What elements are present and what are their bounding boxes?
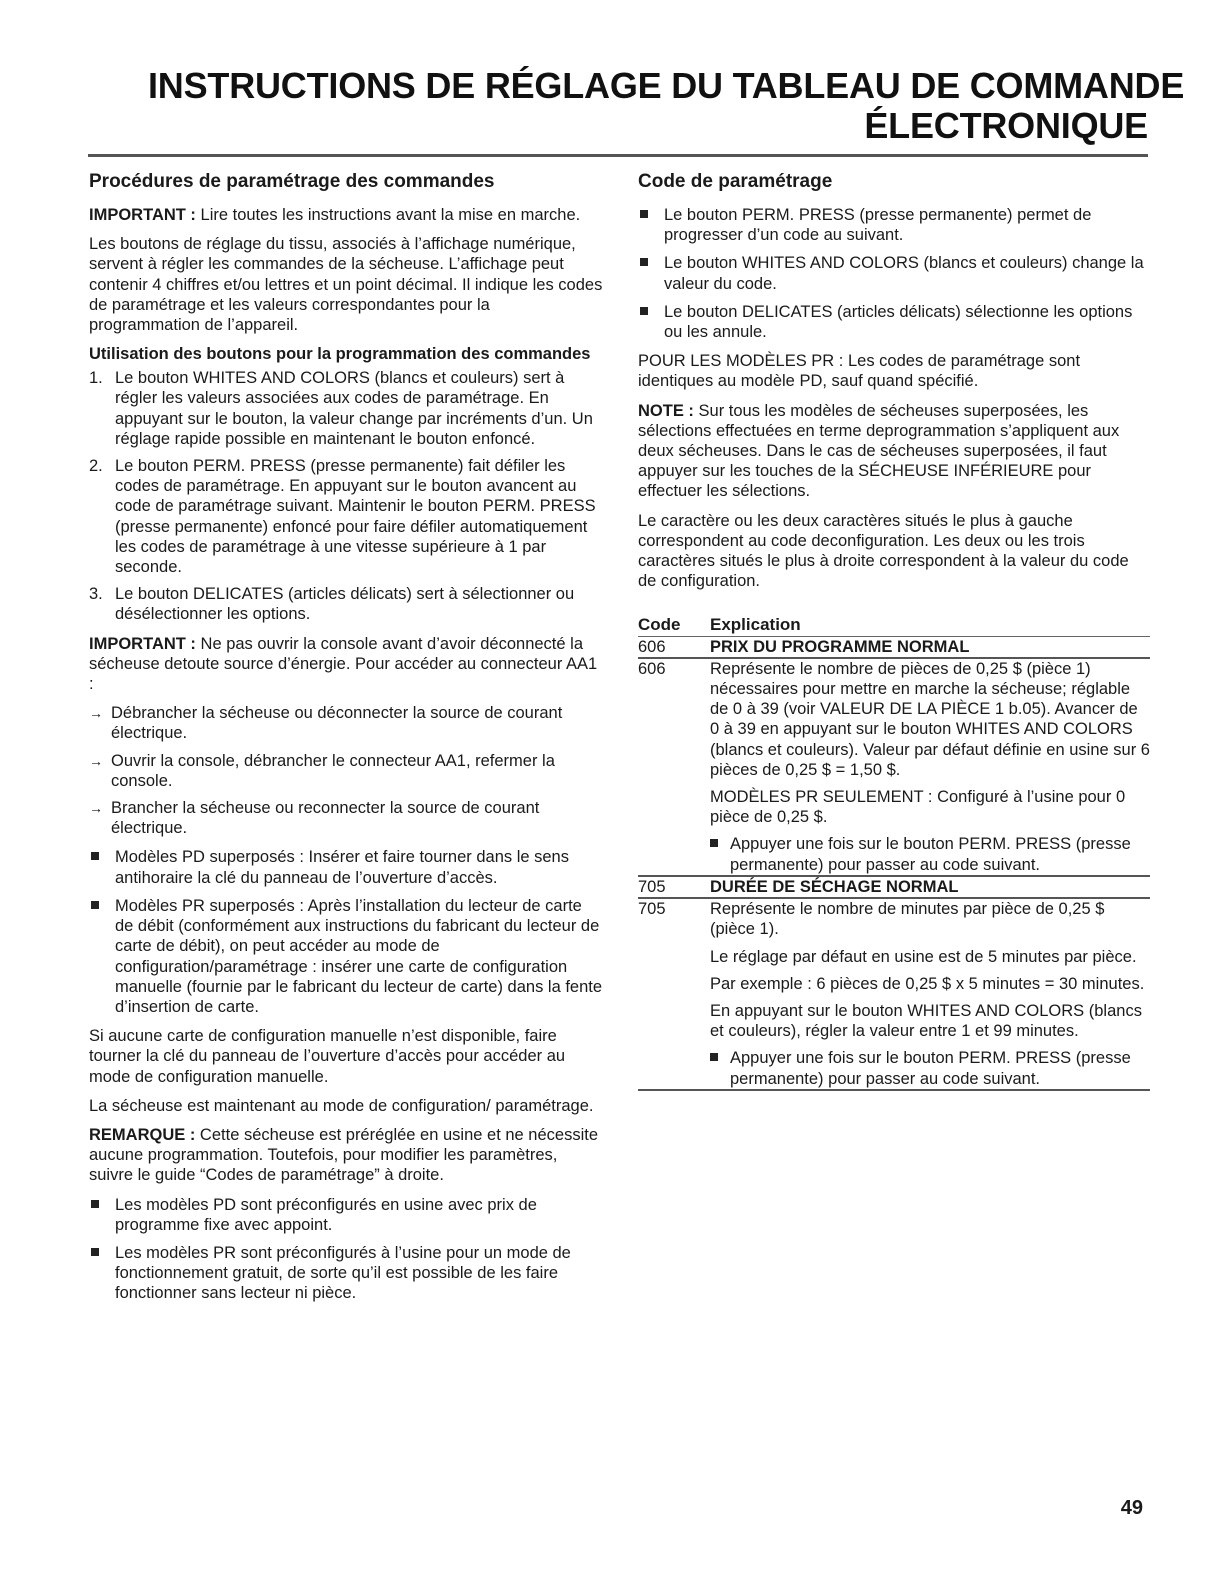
pr-models-paragraph: POUR LES MODÈLES PR : Les codes de paramétrage sont identiques au modèle PD, sauf quand spécifié. bbox=[638, 352, 1081, 391]
note-paragraph bbox=[638, 401, 1150, 502]
bullet-item bbox=[710, 1048, 1150, 1088]
item-text: Le bouton WHITES AND COLORS (blancs et couleurs) sert à régler les valeurs associées aux codes de paramétrage. En appuyant sur le bouton, la valeur change par incréments d’un. Un réglage rapide possible en maintenant le bouton enfoncé. bbox=[115, 369, 593, 448]
remark-label: REMARQUE : bbox=[89, 1125, 196, 1144]
important-note-1 bbox=[89, 205, 604, 225]
square-bullet-icon bbox=[91, 901, 99, 909]
bullet-item bbox=[638, 302, 1150, 342]
item-number: 2. bbox=[89, 457, 103, 476]
bullet-list-buttons bbox=[638, 205, 1150, 342]
important-text: Lire toutes les instructions avant la mise en marche. bbox=[195, 206, 581, 224]
important-text: Ne pas ouvrir la console avant d’avoir déconnecté la sécheuse detoute source d’énergie. Pour accéder au connecteur AA1 : bbox=[89, 634, 598, 694]
numbered-item bbox=[89, 456, 604, 577]
arrow-item-text: Ouvrir la console, débrancher le connecteur AA1, refermer la console. bbox=[111, 751, 555, 790]
item-text: Le bouton PERM. PRESS (presse permanente) fait défiler les codes de paramétrage. En appuyant sur le bouton avancent au code de paramétrage suivant. Maintenir le bouton PERM. PRESS (presse permanente) enfoncé pour faire défiler automatiquement les codes de paramétrage à une vitesse supérieure à 1 par seconde. bbox=[115, 457, 596, 577]
table-row-section-title bbox=[638, 876, 1150, 898]
bullet-item bbox=[638, 205, 1150, 245]
arrow-item bbox=[89, 703, 604, 743]
column-header-code: Code bbox=[638, 615, 710, 636]
page-title-line-1: INSTRUCTIONS DE RÉGLAGE DU TABLEAU DE COMMANDE bbox=[148, 65, 1185, 106]
arrow-right-icon: → bbox=[89, 752, 103, 769]
table-row-section-title bbox=[638, 636, 1150, 658]
numbered-item bbox=[89, 368, 604, 449]
manual-config-paragraph: Si aucune carte de configuration manuelle n’est disponible, faire tourner la clé du panneau de l’ouverture d’accès pour accéder au mode de configuration manuelle. bbox=[89, 1027, 566, 1086]
explanation-cell bbox=[710, 658, 1150, 876]
column-header-explanation: Explication bbox=[710, 615, 1150, 636]
explanation-paragraph: En appuyant sur le bouton WHITES AND COLORS (blancs et couleurs), régler la valeur entre 1 et 99 minutes. bbox=[710, 1001, 1142, 1041]
bullet-text: Le bouton WHITES AND COLORS (blancs et couleurs) change la valeur du code. bbox=[664, 254, 1144, 293]
section-title-cell: PRIX DU PROGRAMME NORMAL bbox=[710, 636, 1150, 658]
table-header-row bbox=[638, 615, 1150, 636]
page-number: 49 bbox=[1120, 1497, 1143, 1519]
square-bullet-icon bbox=[91, 1200, 99, 1208]
explanation-paragraph: Représente le nombre de pièces de 0,25 $ (pièce 1) nécessaires pour mettre en marche la sécheuse; réglable de 0 à 39 (voir VALEUR DE LA PIÈCE 1 b.05). Avancer de 0 à 39 en appuyant sur le bouton WHITES AND COLORS (blancs et couleurs). Valeur par défaut définie en usine sur 6 pièces de 0,25 $ = 1,50 $. bbox=[710, 659, 1150, 779]
bullet-text: Modèles PR superposés : Après l’installation du lecteur de carte de débit (conformément aux instructions du fabricant du lecteur de carte de débit), on peut accéder au mode de configuration/paramétrage : insérer une carte de configuration manuelle (fournie par le fabricant du lecteur de carte) dans la fente d’insertion de carte. bbox=[115, 896, 603, 1016]
important-note-2 bbox=[89, 634, 604, 695]
arrow-item bbox=[89, 751, 604, 791]
note-label: NOTE : bbox=[638, 401, 694, 420]
square-bullet-icon bbox=[640, 258, 648, 266]
explanation-paragraph: MODÈLES PR SEULEMENT : Configuré à l’usine pour 0 pièce de 0,25 $. bbox=[710, 788, 1126, 827]
explanation-cell bbox=[710, 898, 1150, 1090]
item-number: 3. bbox=[89, 585, 103, 604]
important-label: IMPORTANT : bbox=[89, 634, 196, 653]
arrow-right-icon: → bbox=[89, 800, 103, 817]
bullet-text: Les modèles PD sont préconfigurés en usine avec prix de programme fixe avec appoint. bbox=[115, 1195, 537, 1234]
explanation-paragraph: Par exemple : 6 pièces de 0,25 $ x 5 minutes = 30 minutes. bbox=[710, 974, 1145, 993]
table-row-section-body bbox=[638, 658, 1150, 876]
left-column bbox=[89, 170, 604, 1313]
bullet-text: Appuyer une fois sur le bouton PERM. PRESS (presse permanente) pour passer au code suivant. bbox=[730, 1049, 1131, 1088]
section-heading-code: Code de paramétrage bbox=[638, 171, 833, 192]
remark-note bbox=[89, 1125, 604, 1186]
bullet-text: Les modèles PR sont préconfigurés à l’usine pour un mode de fonctionnement gratuit, de sorte qu’il est possible de les faire fonctionner sans lecteur ni pièce. bbox=[115, 1243, 571, 1303]
bullet-item bbox=[89, 1243, 604, 1304]
section-title-cell: DURÉE DE SÉCHAGE NORMAL bbox=[710, 876, 1150, 898]
numbered-item bbox=[89, 584, 604, 624]
explanation-bullets bbox=[710, 834, 1150, 874]
bullet-text: Appuyer une fois sur le bouton PERM. PRESS (presse permanente) pour passer au code suivant. bbox=[730, 835, 1131, 874]
square-bullet-icon bbox=[640, 307, 648, 315]
characters-paragraph: Le caractère ou les deux caractères situés le plus à gauche correspondent au code deconfiguration. Les deux ou les trois caractères situés le plus à droite correspondent à la valeur du code de configuration. bbox=[638, 511, 1129, 591]
bullet-text: Modèles PD superposés : Insérer et faire tourner dans le sens antihoraire la clé du panneau de l’ouverture d’accès. bbox=[115, 848, 569, 887]
config-mode-paragraph: La sécheuse est maintenant au mode de configuration/ paramétrage. bbox=[89, 1096, 594, 1115]
bullet-item bbox=[638, 253, 1150, 293]
bullet-list-preconfig bbox=[89, 1195, 604, 1304]
arrow-item-text: Débrancher la sécheuse ou déconnecter la source de courant électrique. bbox=[111, 704, 563, 743]
square-bullet-icon bbox=[91, 1248, 99, 1256]
arrow-right-icon: → bbox=[89, 705, 103, 722]
remark-text: Cette sécheuse est préréglée en usine et ne nécessite aucune programmation. Toutefois, pour modifier les paramètres, suivre le guide “Codes de paramétrage” à droite. bbox=[89, 1125, 599, 1185]
right-column bbox=[638, 170, 1150, 1091]
important-label: IMPORTANT : bbox=[89, 206, 196, 224]
item-text: Le bouton DELICATES (articles délicats) sert à sélectionner ou désélectionner les options. bbox=[115, 585, 575, 624]
item-number: 1. bbox=[89, 369, 103, 388]
page-title-line-2: ÉLECTRONIQUE bbox=[864, 105, 1148, 146]
bullet-text: Le bouton DELICATES (articles délicats) sélectionne les options ou les annule. bbox=[664, 302, 1133, 342]
arrow-item-text: Brancher la sécheuse ou reconnecter la source de courant électrique. bbox=[111, 799, 540, 838]
bullet-list-models bbox=[89, 847, 604, 1017]
explanation-paragraph: Représente le nombre de minutes par pièce de 0,25 $ (pièce 1). bbox=[710, 900, 1105, 939]
code-cell: 705 bbox=[638, 876, 710, 898]
bullet-item bbox=[89, 1195, 604, 1235]
square-bullet-icon bbox=[710, 839, 718, 847]
explanation-paragraph: Le réglage par défaut en usine est de 5 minutes par pièce. bbox=[710, 947, 1137, 966]
intro-paragraph: Les boutons de réglage du tissu, associés à l’affichage numérique, servent à régler les commandes de la sécheuse. L’affichage peut contenir 4 chiffres et/ou lettres et un point décimal. Il indique les codes de paramétrage et les valeurs correspondantes pour la programmation de l’appareil. bbox=[89, 235, 603, 335]
bullet-item bbox=[710, 834, 1150, 874]
note-text: Sur tous les modèles de sécheuses superposées, les sélections effectuées en terme deprogrammation s’appliquent aux deux sécheuses. Dans le cas de sécheuses superposées, il faut appuyer sur les touches de la SÉCHEUSE INFÉRIEURE pour effectuer les sélections. bbox=[638, 401, 1120, 501]
section-heading-procedures: Procédures de paramétrage des commandes bbox=[89, 171, 495, 192]
code-cell: 606 bbox=[638, 658, 710, 876]
code-cell: 705 bbox=[638, 898, 710, 1090]
page-title bbox=[148, 65, 1185, 146]
arrow-item bbox=[89, 798, 604, 838]
bullet-item bbox=[89, 896, 604, 1017]
numbered-list bbox=[89, 368, 604, 624]
code-table bbox=[638, 615, 1150, 1090]
square-bullet-icon bbox=[91, 852, 99, 860]
explanation-bullets bbox=[710, 1048, 1150, 1088]
subheading-buttons: Utilisation des boutons pour la programmation des commandes bbox=[89, 345, 591, 364]
bullet-item bbox=[89, 847, 604, 887]
square-bullet-icon bbox=[710, 1053, 718, 1061]
arrow-list bbox=[89, 703, 604, 838]
table-row-section-body bbox=[638, 898, 1150, 1090]
bullet-text: Le bouton PERM. PRESS (presse permanente) permet de progresser d’un code au suivant. bbox=[664, 206, 1092, 245]
title-divider bbox=[88, 154, 1148, 157]
code-cell: 606 bbox=[638, 636, 710, 658]
square-bullet-icon bbox=[640, 210, 648, 218]
